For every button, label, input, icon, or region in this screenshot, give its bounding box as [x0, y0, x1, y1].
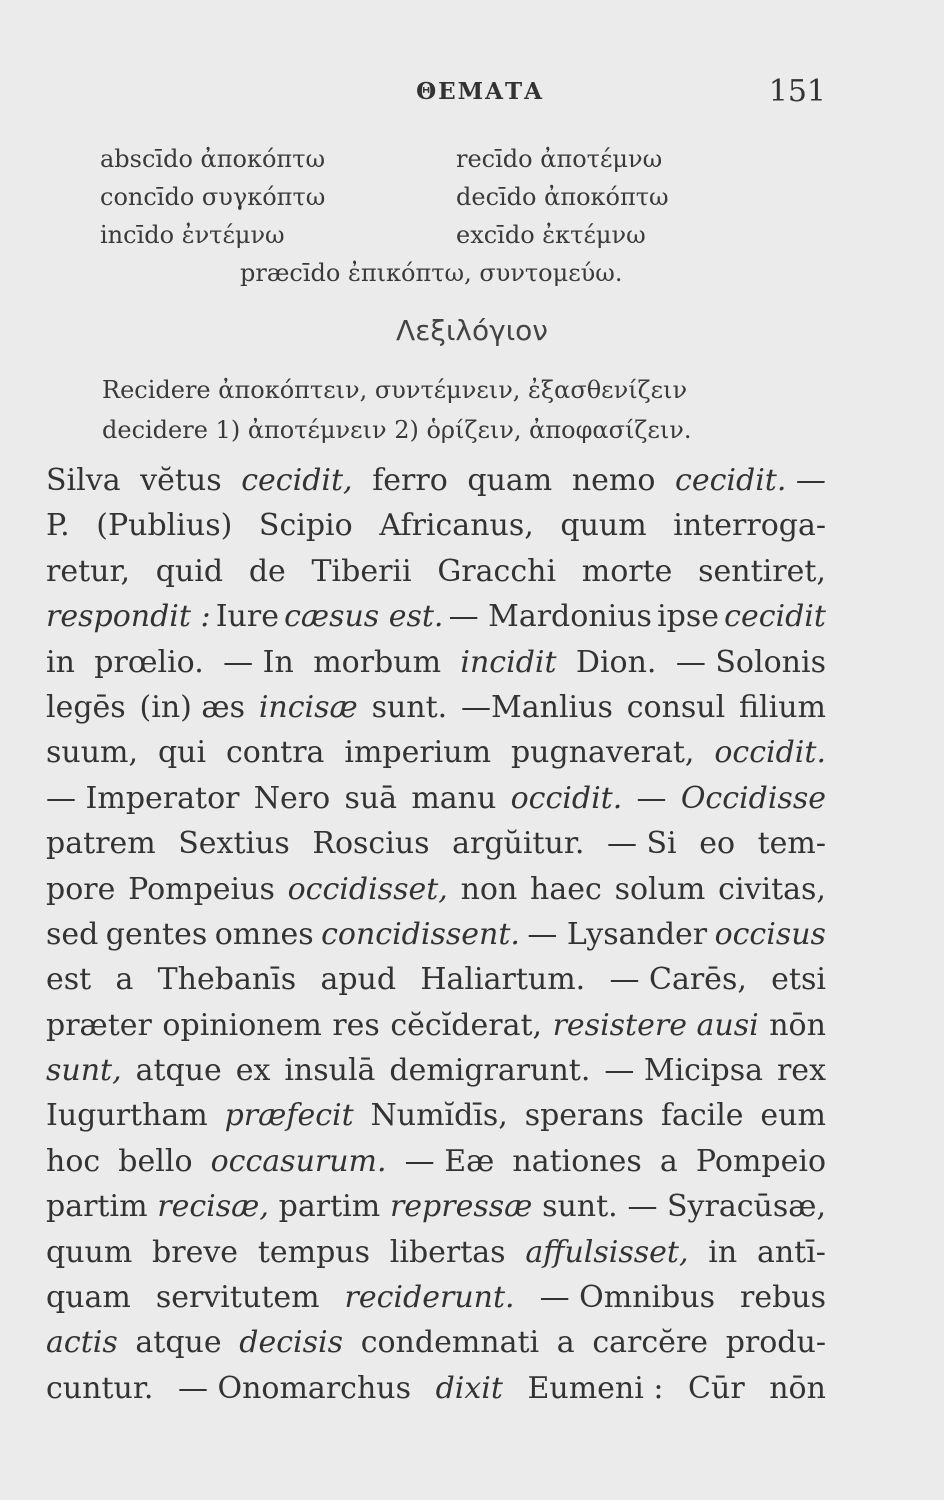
word: sentiret, — [698, 553, 826, 589]
word: decisis — [239, 1325, 344, 1361]
text-line — [46, 1275, 826, 1320]
text-line — [46, 957, 826, 1002]
word: occidit. — [510, 780, 623, 816]
word: interroga- — [673, 508, 826, 544]
lexicon-line: decidere 1) ἀποτέμνειν 2) ὁρίζειν, ἀποφασίζειν. — [102, 416, 692, 444]
word: — Mardonius — [448, 599, 652, 635]
word: rex — [776, 1053, 826, 1089]
word: Roscius — [312, 826, 430, 862]
word: argŭitur. — [452, 826, 585, 862]
word: Haliartum. — [420, 962, 586, 998]
word: nemo — [571, 463, 656, 498]
word: etsi — [771, 962, 826, 998]
vocab-entry: decīdo ἀποκόπτω — [456, 183, 669, 211]
word: suā — [344, 780, 398, 816]
text-line — [46, 867, 826, 912]
word: incisæ — [258, 689, 358, 725]
word: occisus — [714, 916, 826, 952]
word: sed — [46, 916, 99, 952]
word: atque — [135, 1053, 222, 1089]
vocab-entry: recīdo ἀποτέμνω — [456, 145, 663, 173]
word: Africanus, — [379, 508, 534, 544]
word: — Solonis — [675, 644, 826, 680]
word: cuntur. — [46, 1370, 154, 1406]
word: — In — [223, 644, 294, 680]
word: (in) æs — [139, 689, 245, 725]
word: Tiberii — [311, 553, 412, 589]
word: Scipio — [258, 508, 353, 544]
lexicon-heading: Λεξιλόγιον — [396, 314, 548, 347]
word: sunt, — [46, 1053, 122, 1089]
word: incidit — [460, 644, 557, 680]
exercise-text — [46, 458, 826, 1411]
word: Iugurtham — [46, 1098, 208, 1134]
text-line — [46, 821, 826, 866]
word: Dion. — [575, 644, 657, 680]
word: antī- — [756, 1234, 826, 1270]
word: occidit. — [714, 735, 826, 771]
text-line — [46, 730, 826, 775]
word: Pompeio — [695, 1143, 826, 1179]
vocab-entry: præcīdo ἐπικόπτω, συντομεύω. — [240, 259, 623, 287]
word: Silva — [46, 463, 121, 498]
word: pugnaverat, — [510, 735, 695, 771]
word: produ- — [725, 1325, 826, 1361]
word: contra — [225, 735, 325, 771]
word: prœlio. — [94, 644, 204, 680]
word: quum — [560, 508, 647, 544]
word: —Manlius — [461, 689, 613, 725]
word: carcĕre — [592, 1325, 709, 1361]
text-line — [46, 594, 826, 639]
word: bello — [118, 1143, 193, 1179]
word: Iure — [215, 599, 279, 635]
word: atque — [135, 1325, 222, 1361]
word: solum — [614, 871, 706, 907]
word: cecidit — [724, 599, 826, 635]
word: Gracchi — [437, 553, 557, 589]
word: cecidit, — [241, 463, 353, 498]
word: eum — [760, 1098, 826, 1134]
word: respondit : — [46, 599, 211, 635]
word: repressæ — [389, 1189, 533, 1225]
word: — — [636, 780, 667, 816]
text-line — [46, 1320, 826, 1365]
word: quam — [46, 1280, 131, 1316]
word: morte — [581, 553, 673, 589]
running-header: ΘΕΜΑΤΑ — [416, 78, 544, 105]
word: (Publius) — [96, 508, 233, 544]
word: sunt. — [542, 1189, 618, 1225]
vocab-entry: incīdo ἐντέμνω — [100, 221, 285, 249]
word: — Syracūsæ, — [627, 1189, 826, 1225]
text-line — [46, 776, 826, 821]
word: P. — [46, 508, 70, 544]
text-line — [46, 1139, 826, 1184]
word: — Si — [606, 826, 677, 862]
word: nōn — [769, 1370, 826, 1406]
word: cĕcĭderat, — [390, 1007, 543, 1043]
text-line — [46, 912, 826, 957]
word: reciderunt. — [344, 1280, 515, 1316]
vocab-entry: abscīdo ἀποκόπτω — [100, 145, 326, 173]
word: præfecit — [224, 1098, 354, 1134]
text-line — [46, 1184, 826, 1229]
word: in — [46, 644, 75, 680]
vocabulary-list — [100, 140, 840, 292]
word: quam — [467, 463, 553, 498]
word: libertas — [389, 1234, 506, 1270]
text-line — [46, 1048, 826, 1093]
word: gentes — [105, 916, 208, 952]
word: Occidisse — [680, 780, 826, 816]
word: Nero — [253, 780, 331, 816]
text-line — [46, 1093, 826, 1138]
word: occasurum. — [210, 1143, 387, 1179]
word: actis — [46, 1325, 118, 1361]
word: suum, — [46, 735, 139, 771]
word: pore — [46, 871, 116, 907]
vocab-row — [100, 254, 840, 292]
word: haec — [530, 871, 602, 907]
word: rebus — [739, 1280, 826, 1316]
word: legēs — [46, 689, 126, 725]
text-line — [46, 549, 826, 594]
word: cecidit. — — [675, 463, 826, 498]
word: dixit — [435, 1370, 503, 1406]
word: res — [332, 1007, 380, 1043]
word: est — [46, 962, 92, 998]
word: manu — [411, 780, 497, 816]
word: ferro — [372, 463, 448, 498]
word: qui — [157, 735, 207, 771]
word: Pompeius — [128, 871, 275, 907]
word: breve — [152, 1234, 239, 1270]
word: a — [115, 962, 134, 998]
word: demigrarunt. — [389, 1053, 591, 1089]
word: vĕtus — [140, 463, 222, 498]
word: resistere ausi — [552, 1007, 759, 1043]
word: — Omnibus — [539, 1280, 715, 1316]
word: Cūr — [688, 1370, 745, 1406]
word: consul — [626, 689, 726, 725]
word: partim — [278, 1189, 381, 1225]
word: sperans — [524, 1098, 644, 1134]
word: partim — [46, 1189, 148, 1225]
word: a — [556, 1325, 575, 1361]
lexicon-line: Recidere ἀποκόπτειν, συντέμνειν, ἐξασθενίζειν — [102, 376, 688, 404]
word: servitutem — [155, 1280, 320, 1316]
word: concidissent. — [321, 916, 520, 952]
text-line — [46, 1230, 826, 1275]
word: hoc — [46, 1143, 101, 1179]
word: recisæ, — [157, 1189, 269, 1225]
word: filium — [739, 689, 826, 725]
text-line — [46, 503, 826, 548]
word: a — [659, 1143, 678, 1179]
vocab-row — [100, 216, 840, 254]
word: tempus — [257, 1234, 370, 1270]
text-line — [46, 640, 826, 685]
vocab-entry: excīdo ἐκτέμνω — [456, 221, 646, 249]
word: omnes — [214, 916, 314, 952]
text-line — [46, 458, 826, 503]
word: — Imperator — [46, 780, 240, 816]
word: occidisset, — [287, 871, 448, 907]
text-line — [46, 1003, 826, 1048]
text-line — [46, 1366, 826, 1411]
word: Thebanīs — [157, 962, 297, 998]
word: quid — [155, 553, 224, 589]
word: morbum — [313, 644, 442, 680]
word: opinionem — [162, 1007, 322, 1043]
vocab-entry: concīdo συγκόπτω — [100, 183, 326, 211]
word: — Carēs, — [609, 962, 747, 998]
vocab-row — [100, 140, 840, 178]
word: quum — [46, 1234, 133, 1270]
word: apud — [320, 962, 397, 998]
word: Numĭdīs, — [370, 1098, 508, 1134]
word: condemnati — [360, 1325, 540, 1361]
text-line — [46, 685, 826, 730]
word: ex — [235, 1053, 271, 1089]
word: in — [708, 1234, 738, 1270]
word: affulsisset, — [525, 1234, 689, 1270]
word: ipse — [657, 599, 720, 635]
word: facile — [660, 1098, 744, 1134]
word: — Onomarchus — [177, 1370, 411, 1406]
word: nationes — [512, 1143, 642, 1179]
vocab-row — [100, 178, 840, 216]
word: præter — [46, 1007, 152, 1043]
word: civitas, — [718, 871, 826, 907]
word: nōn — [769, 1007, 826, 1043]
page-number: 151 — [768, 74, 826, 109]
word: Sextius — [178, 826, 290, 862]
word: — Lysander — [527, 916, 708, 952]
word: cæsus est. — [284, 599, 444, 635]
word: eo — [699, 826, 736, 862]
word: imperium — [344, 735, 492, 771]
word: insulā — [284, 1053, 376, 1089]
word: — Micipsa — [604, 1053, 764, 1089]
word: retur, — [46, 553, 131, 589]
lexicon-entries — [102, 370, 691, 450]
word: non — [460, 871, 518, 907]
word: de — [248, 553, 286, 589]
word: — Eæ — [404, 1143, 495, 1179]
word: tem- — [757, 826, 826, 862]
word: patrem — [46, 826, 156, 862]
word: sunt. — [371, 689, 448, 725]
word: Eumeni : — [527, 1370, 664, 1406]
